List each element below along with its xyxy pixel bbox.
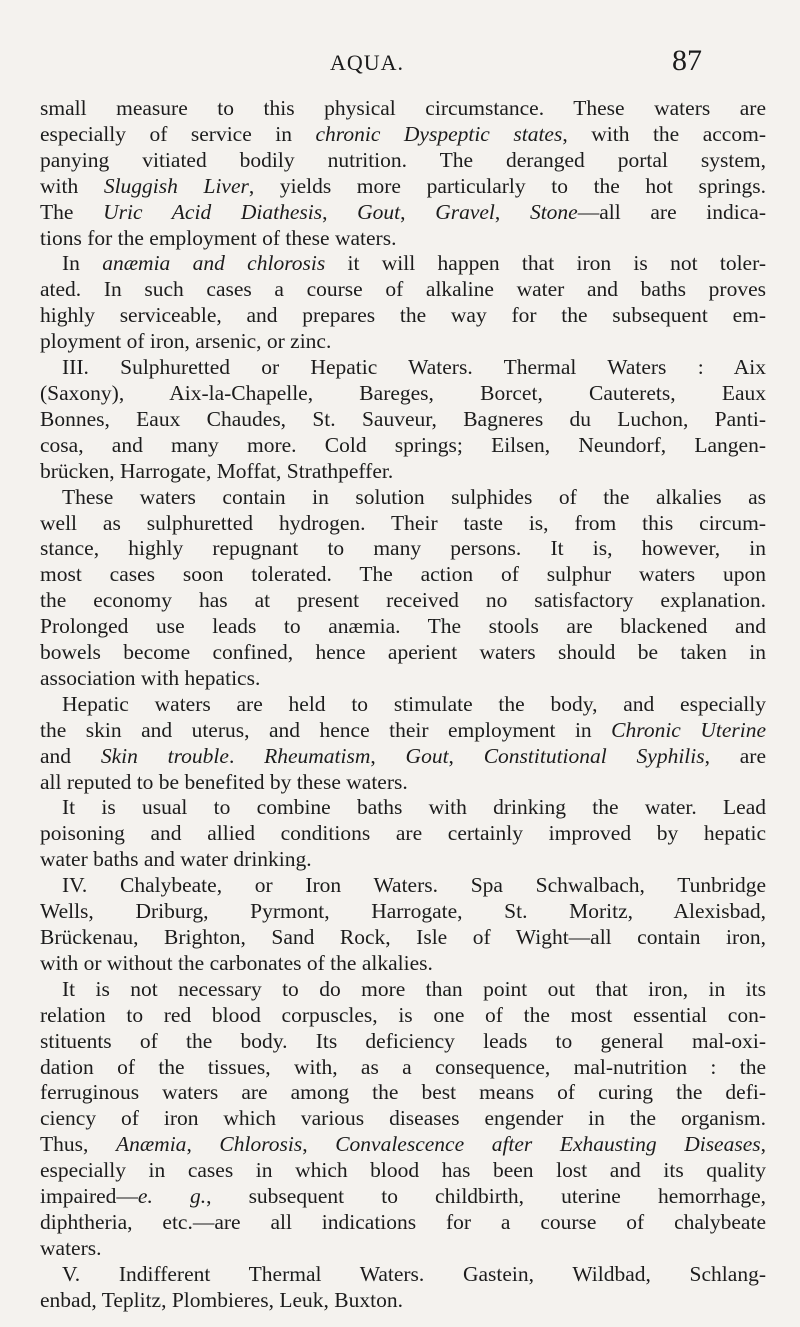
paragraph	[40, 96, 766, 251]
text-line: Brückenau, Brighton, Sand Rock, Isle of Wight—all contain iron,	[40, 925, 766, 949]
text-line: In anæmia and chlorosis it will happen that iron is not toler-	[62, 251, 766, 276]
text-line: association with hepatics.	[40, 665, 261, 690]
text-line: bowels become confined, hence aperient waters should be taken in	[40, 640, 766, 665]
text-line: (Saxony), Aix-la-Chapelle, Bareges, Borcet, Cauterets, Eaux	[40, 380, 766, 405]
text-line: relation to red blood corpuscles, is one of the most essential con-	[40, 1002, 766, 1027]
text-line: highly serviceable, and prepares the way for the subsequent em-	[40, 303, 766, 328]
text-line: Prolonged use leads to anæmia. The stools are blackened and	[40, 614, 766, 639]
text-line: ferruginous waters are among the best means of curing the defi-	[40, 1080, 766, 1105]
text-line: IV. Chalybeate, or Iron Waters. Spa Schwalbach, Tunbridge	[62, 873, 766, 898]
paragraph	[40, 251, 766, 355]
text-line: water baths and water drinking.	[40, 847, 312, 872]
paragraph	[40, 1262, 766, 1314]
text-line: III. Sulphuretted or Hepatic Waters. Thermal Waters : Aix	[62, 355, 766, 380]
text-line: Wells, Driburg, Pyrmont, Harrogate, St. Moritz, Alexisbad,	[40, 899, 766, 924]
text-line: It is usual to combine baths with drinking the water. Lead	[62, 795, 766, 820]
text-line: panying vitiated bodily nutrition. The deranged portal system,	[40, 147, 766, 172]
text-line: stituents of the body. Its deficiency leads to general mal-oxi-	[40, 1028, 766, 1053]
text-line: poisoning and allied conditions are certainly improved by hepatic	[40, 821, 766, 846]
text-line: with Sluggish Liver, yields more particularly to the hot springs.	[40, 173, 766, 198]
text-line: stance, highly repugnant to many persons. It is, however, in	[40, 536, 766, 561]
text-line: enbad, Teplitz, Plombieres, Leuk, Buxton.	[40, 1287, 403, 1312]
text-line: ciency of iron which various diseases engender in the organism.	[40, 1106, 766, 1131]
paragraph	[40, 795, 766, 873]
page-header	[0, 44, 800, 84]
text-line: Thus, Anæmia, Chlorosis, Convalescence after Exhausting Diseases,	[40, 1132, 767, 1157]
page-number: 87	[672, 44, 702, 77]
text-line: the skin and uterus, and hence their employment in Chronic Uterine	[40, 717, 767, 742]
text-line: all reputed to be benefited by these waters.	[40, 769, 408, 794]
text-line: ated. In such cases a course of alkaline water and baths proves	[40, 277, 766, 302]
text-line: V. Indifferent Thermal Waters. Gastein, Wildbad, Schlang-	[62, 1261, 766, 1286]
text-line: Bonnes, Eaux Chaudes, St. Sauveur, Bagneres du Luchon, Panti-	[40, 406, 766, 431]
text-line: waters.	[40, 1235, 102, 1260]
running-title: AQUA.	[330, 50, 405, 75]
text-line: ployment of iron, arsenic, or zinc.	[40, 329, 332, 354]
text-line: cosa, and many more. Cold springs; Eilsen, Neundorf, Langen-	[40, 432, 766, 457]
paragraph	[40, 485, 766, 692]
text-line: and Skin trouble. Rheumatism, Gout, Constitutional Syphilis, are	[40, 743, 767, 768]
text-line: diphtheria, etc.—are all indications for a course of chalybeate	[40, 1209, 766, 1234]
text-line: most cases soon tolerated. The action of sulphur waters upon	[40, 562, 766, 587]
text-line: with or without the carbonates of the alkalies.	[40, 950, 433, 975]
text-line: It is not necessary to do more than point out that iron, in its	[62, 976, 766, 1001]
text-line: the economy has at present received no satisfactory explanation.	[40, 588, 766, 613]
text-line: These waters contain in solution sulphides of the alkalies as	[62, 484, 766, 509]
text-line: tions for the employment of these waters.	[40, 225, 397, 250]
paragraph	[40, 977, 766, 1262]
text-line: especially in cases in which blood has been lost and its quality	[40, 1158, 766, 1183]
text-line: brücken, Harrogate, Moffat, Strathpeffer.	[40, 458, 394, 483]
text-line: small measure to this physical circumstance. These waters are	[40, 96, 766, 120]
text-line: impaired—e. g., subsequent to childbirth, uterine hemorrhage,	[40, 1184, 766, 1209]
text-line: Hepatic waters are held to stimulate the body, and especially	[62, 691, 766, 716]
paragraph	[40, 355, 766, 485]
text-line: dation of the tissues, with, as a consequence, mal-nutrition : the	[40, 1054, 766, 1079]
paragraph	[40, 692, 766, 796]
text-line: especially of service in chronic Dyspeptic states, with the accom-	[40, 121, 766, 146]
paragraph	[40, 873, 766, 977]
text-line: The Uric Acid Diathesis, Gout, Gravel, Stone—all are indica-	[40, 199, 766, 224]
body-text	[40, 96, 766, 1314]
text-line: well as sulphuretted hydrogen. Their taste is, from this circum-	[40, 510, 766, 535]
